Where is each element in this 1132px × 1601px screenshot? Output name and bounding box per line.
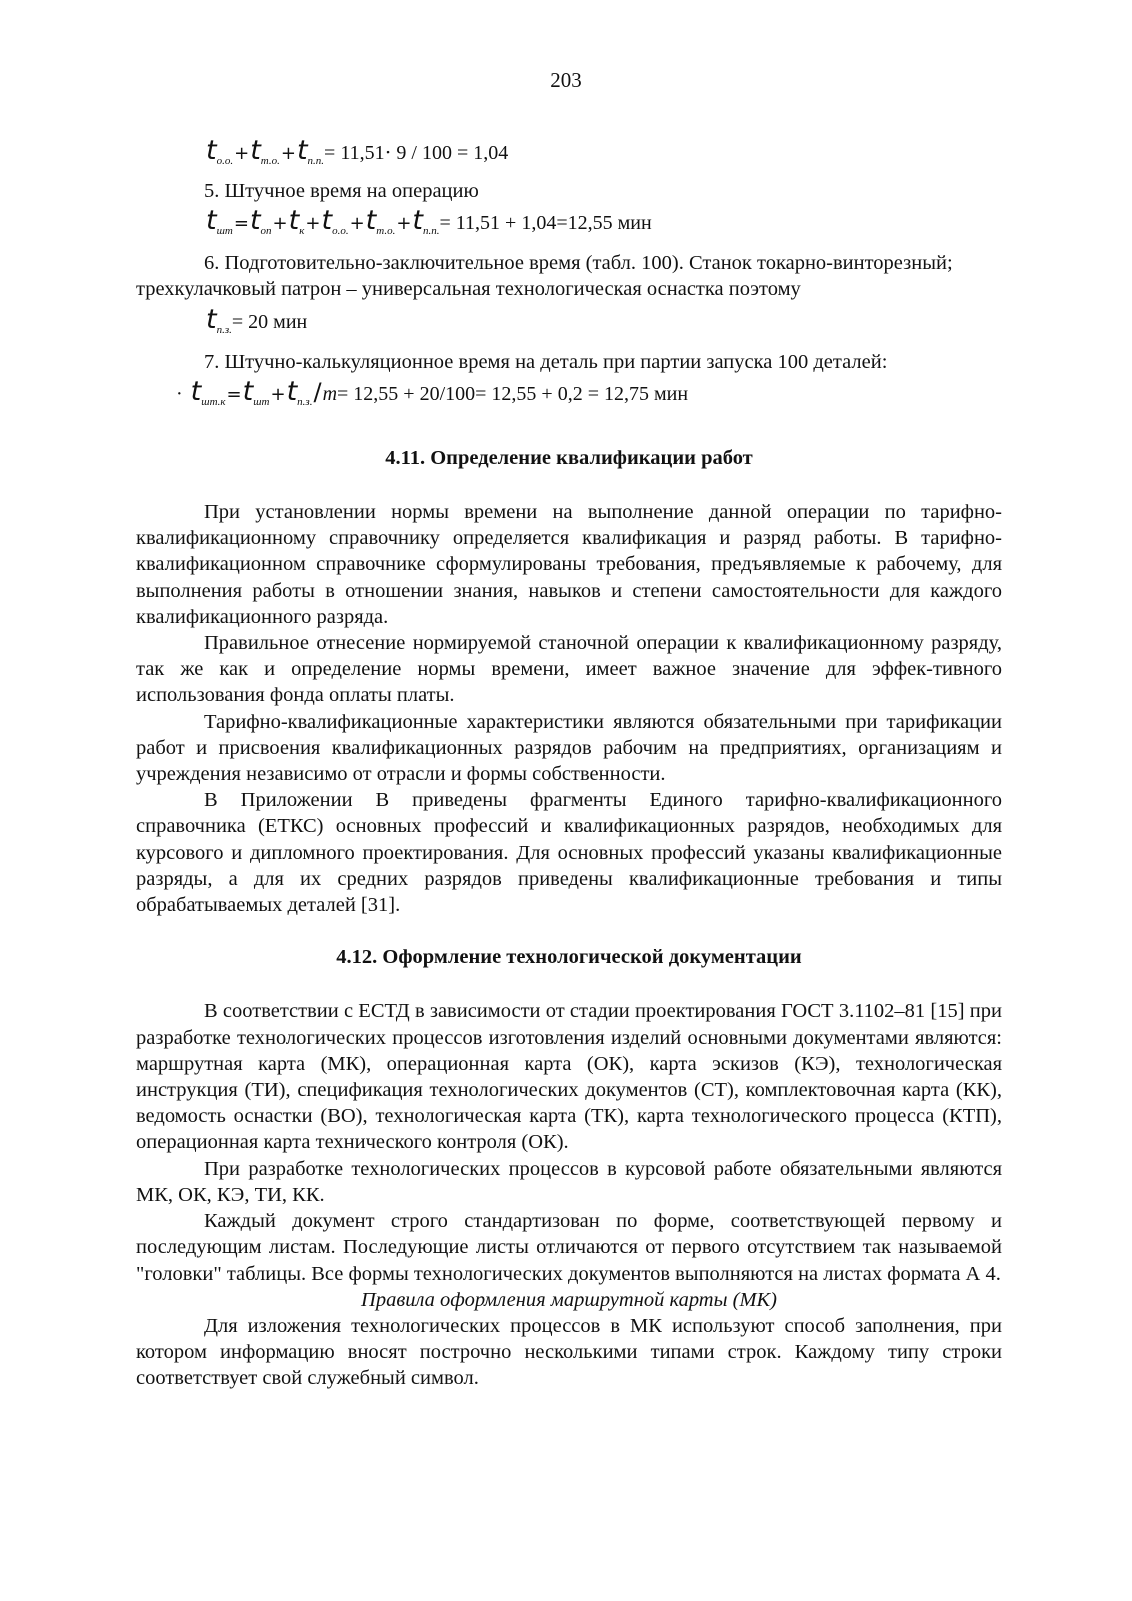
mk-rules-subheading: Правила оформления маршрутной карты (МК) [361,1288,777,1311]
item-7: 7. Штучно-калькуляционное время на деталь при партии запуска 100 деталей: [204,350,888,373]
item-6: 6. Подготовительно-заключительное время (табл. 100). Станок токарно-винторезный; трехкулачковый патрон – универсальная технологическая оснастка поэтому [136,252,953,301]
section-4-12-paragraph: При разработке технологических процессов в курсовой работе обязательными являются МК, ОК, КЭ, ТИ, КК. [136,1157,1002,1206]
section-4-11-heading: 4.11. Определение квалификации работ [385,446,753,469]
section-4-11-paragraph: Тарифно-квалификационные характеристики являются обязательными при тарификации работ и присвоения квалификационных разрядов рабочим на предприятиях, организациям и учреждения независимо от отрасли и формы собственности. [136,710,1002,786]
bullet-dot: · [176,382,183,405]
formula-calc-time-result: = 12,55 + 20/100= 12,55 + 0,2 = 12,75 мин [337,382,689,405]
formula-sum-result: = 11,51⋅ 9 / 100 = 1,04 [324,142,509,164]
page-content [136,134,1002,1392]
formula-calc-time: · $t_{шт.к}=t_{шт}+t_{п.з.}/m= 12,55 + 20/100= 12,55 + 0,2 = 12,75$ мин [176,375,689,408]
section-4-12-heading: 4.12. Оформление технологической документации [336,946,802,969]
section-4-12-paragraph: В соответствии с ЕСТД в зависимости от стадии проектирования ГОСТ 3.1102–81 [15] при разработке технологических процессов изготовления изделий основными документами являются: маршрутная карта (МК), операционная карта (ОК), карта эскизов (КЭ), технологическая инструкция (ТИ), спецификация технологических документов (СТ), комплектовочная карта (КК), ведомость оснастки (ВО), технологическая карта (ТК), карта технологического процесса (КТП), операционная карта технического контроля (ОК). [136,1000,1002,1154]
formula-piece-time-result: = 11,51 + 1,04=12,55 мин [439,212,652,235]
formula-piece-time: $t_{шт}=t_{оп}+t_к+t_{о.о.}+t_{т.о.}+t_{п.п.}= 11,51 + 1,04=12,55$ мин [206,205,652,238]
section-4-11-paragraph: Правильное отнесение нормируемой станочной операции к квалификационному разряду, так же как и определение нормы времени, имеет важное значение для эффек-тивного использования фонда оплаты платы. [136,632,1002,707]
section-4-11-paragraph: При установлении нормы времени на выполнение данной операции по тарифно-квалификационному справочнику определяется квалификация и разряд работы. В тарифно-квалификационном справочнике сформулированы требования, предъявляемые к рабочему, для выполнения работы в отношении знания, навыков и степени самостоятельности для каждого квалификационного разряда. [136,501,1002,628]
section-4-11-paragraph: В Приложении В приведены фрагменты Единого тарифно-квалификационного справочника (ЕТКС) основных профессий и квалификационных разрядов, необходимых для курсового и дипломного проектирования. Для основных профессий указаны квалификационные разряды, а для их средних разрядов приведены квалификационные требования и типы обрабатываемых деталей [31]. [136,789,1002,917]
formula-prep-time: $t_{п.з.}= 20$ мин [206,303,308,336]
mk-rules-paragraph: Для изложения технологических процессов в МК используют способ заполнения, при котором информацию вносят построчно несколькими типами строк. Каждому типу строки соответствует свой служебный символ. [136,1314,1002,1390]
formula-sum-times: $t_{о.о.}+t_{т.о.}+t_{п.п.}= 11,51\cdot 9 / 100 = 1,04$ [206,135,509,167]
section-4-12-paragraph: Каждый документ строго стандартизован по форме, соответствующей первому и последующим листам. Последующие листы отличаются от первого отсутствием так называемой "головки" таблицы. Все формы технологических документов выполняются на листах формата А 4. [136,1210,1002,1285]
formula-prep-time-result: = 20 мин [231,310,308,333]
item-5: 5. Штучное время на операцию [204,180,479,202]
page-number: 203 [550,68,582,92]
